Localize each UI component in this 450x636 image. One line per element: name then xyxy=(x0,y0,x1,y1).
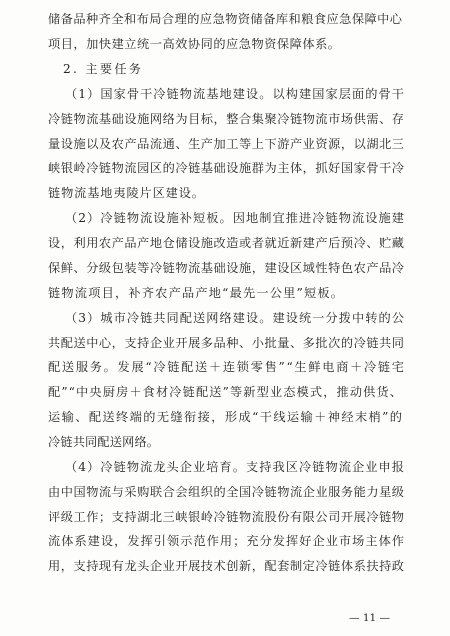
text-line: 设，利用农产品产地仓储设施改造或者就近新建产后预冷、贮藏 xyxy=(48,236,405,250)
text-line: （4）冷链物流龙头企业培育。支持我区冷链物流企业申报 xyxy=(65,460,406,474)
text-line: 冷链物流基础设施网络为目标，整合集聚冷链物流市场供需、存 xyxy=(48,112,405,126)
text-line: （3）城市冷链共同配送网络建设。建设统一分拨中转的公 xyxy=(65,311,406,325)
text-line: 量设施以及农产品流通、生产加工等上下游产业资源，以湖北三 xyxy=(48,137,405,151)
text-line: 运输、配送终端的无缝衔接，形成“干线运输＋神经末梢”的 xyxy=(48,410,404,424)
text-line: 共配送中心，支持企业开展多品种、小批量、多批次的冷链共同 xyxy=(48,336,405,350)
text-line: 储备品种齐全和布局合理的应急物资储备库和粮食应急保障中心 xyxy=(48,12,403,26)
text-line: 用，支持现有龙头企业开展技术创新，配套制定冷链体系扶持政 xyxy=(48,559,405,573)
page-number: — 11 — xyxy=(349,612,391,624)
text-line: （1）国家骨干冷链物流基地建设。以构建国家层面的骨干 xyxy=(65,87,406,101)
text-line: 配”“中央厨房＋食材冷链配送”等新型业态模式，推动供货、 xyxy=(48,385,404,399)
text-line: （2）冷链物流设施补短板。因地制宜推进冷链物流设施建 xyxy=(65,211,406,225)
text-line: 峡银岭冷链物流园区的冷链基础设施群为主体，抓好国家骨干冷 xyxy=(48,161,405,175)
text-line: 链物流项目，补齐农产品产地“最先一公里”短板。 xyxy=(48,286,345,300)
text-line: 由中国物流与采购联合会组织的全国冷链物流企业服务能力星级 xyxy=(48,485,405,499)
text-line: 保鲜、分级包装等冷链物流基础设施，建设区域性特色农产品冷 xyxy=(48,261,405,275)
text-line: 冷链共同配送网络。 xyxy=(48,435,160,449)
text-line: 链物流基地夷陵片区建设。 xyxy=(48,186,205,200)
text-line: 2. 主要任务 xyxy=(63,62,144,76)
text-line: 流体系建设，发挥引领示范作用；充分发挥好企业市场主体作 xyxy=(48,534,406,548)
text-line: 评级工作；支持湖北三峡银岭冷链物流股份有限公司开展冷链物 xyxy=(48,510,405,524)
text-line: 项目，加快建立统一高效协同的应急物资保障体系。 xyxy=(48,37,341,51)
text-line: 配送服务。发展“冷链配送＋连锁零售”“生鲜电商＋冷链宅 xyxy=(48,360,406,374)
